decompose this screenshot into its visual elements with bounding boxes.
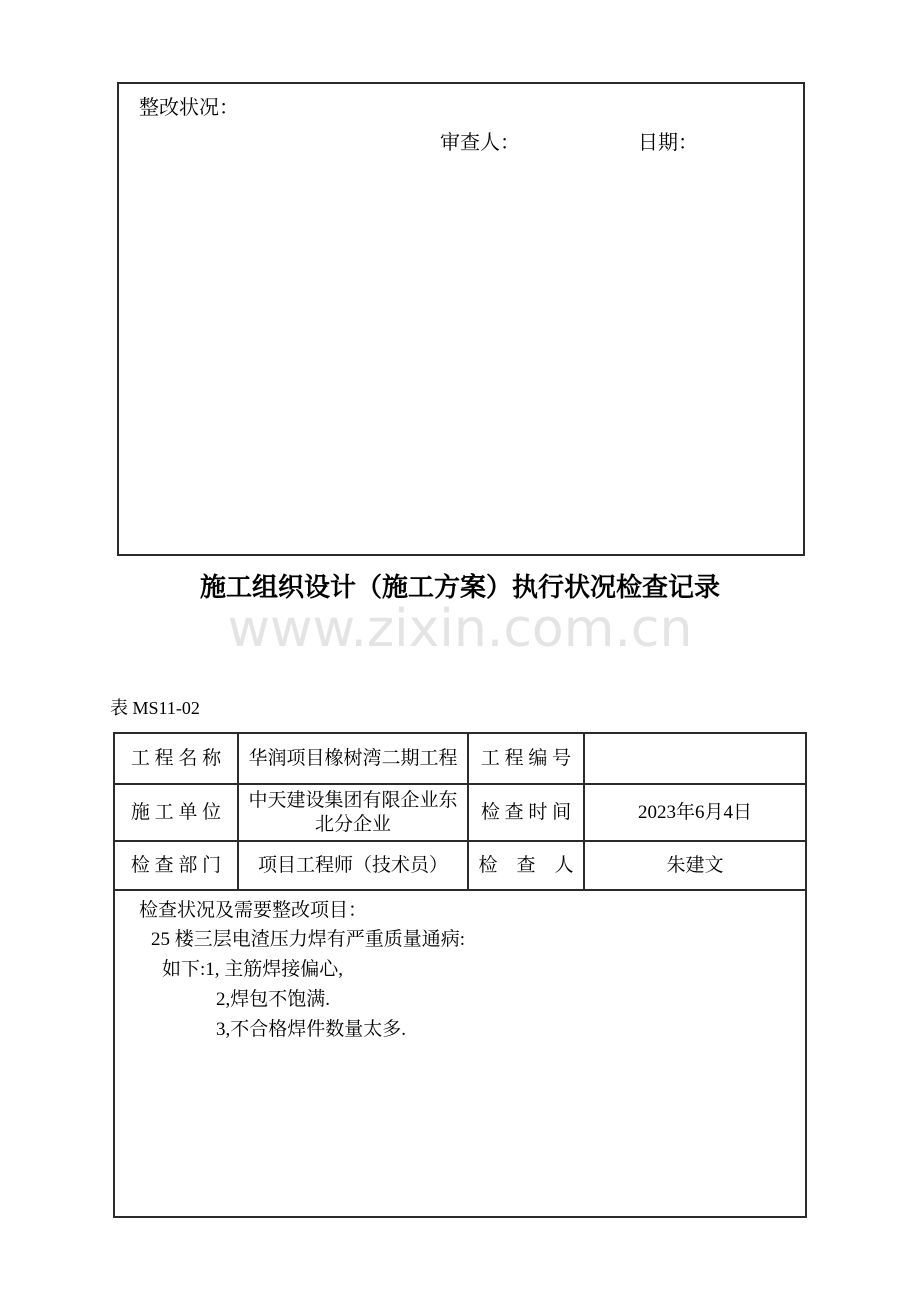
inspection-department-value: 项目工程师（技术员） <box>238 841 468 890</box>
notes-line: 2,焊包不饱满. <box>216 989 331 1010</box>
project-number-label: 工 程 编 号 <box>468 733 584 784</box>
inspection-time-value: 2023年6月4日 <box>584 784 806 841</box>
page-title: 施工组织设计（施工方案）执行状况检查记录 <box>199 573 720 603</box>
table-row-inspection-department <box>114 841 806 890</box>
project-name-value: 华润项目橡树湾二期工程 <box>238 733 468 784</box>
notes-header: 检查状况及需要整改项目： <box>139 900 368 921</box>
project-number-value <box>584 733 806 784</box>
watermark: www.zixin.com.cn <box>227 599 693 659</box>
notes-line: 25 楼三层电渣压力焊有严重质量通病: <box>151 929 466 950</box>
info-table <box>113 732 807 1218</box>
date-label: 日期： <box>638 132 698 154</box>
table-row-notes <box>114 890 806 1217</box>
rectification-section <box>117 82 805 556</box>
notes-line: 如下:1, 主筋焊接偏心, <box>162 959 344 980</box>
rectification-status-label: 整改状况： <box>139 97 239 119</box>
table-row-construction-unit <box>114 784 806 841</box>
inspection-time-label: 检 查 时 间 <box>468 784 584 841</box>
notes-line: 3,不合格焊件数量太多. <box>216 1019 407 1040</box>
project-name-label: 工 程 名 称 <box>114 733 238 784</box>
inspection-department-label: 检 查 部 门 <box>114 841 238 890</box>
table-row-project-name <box>114 733 806 784</box>
construction-unit-value: 中天建设集团有限企业东北分企业 <box>238 784 468 841</box>
inspector-label: 检 查 人 <box>468 841 584 890</box>
reviewer-label: 审查人： <box>440 132 520 154</box>
notes-cell <box>114 890 806 1217</box>
construction-unit-label: 施 工 单 位 <box>114 784 238 841</box>
inspector-value: 朱建文 <box>584 841 806 890</box>
form-code-label: 表 MS11-02 <box>110 698 200 718</box>
